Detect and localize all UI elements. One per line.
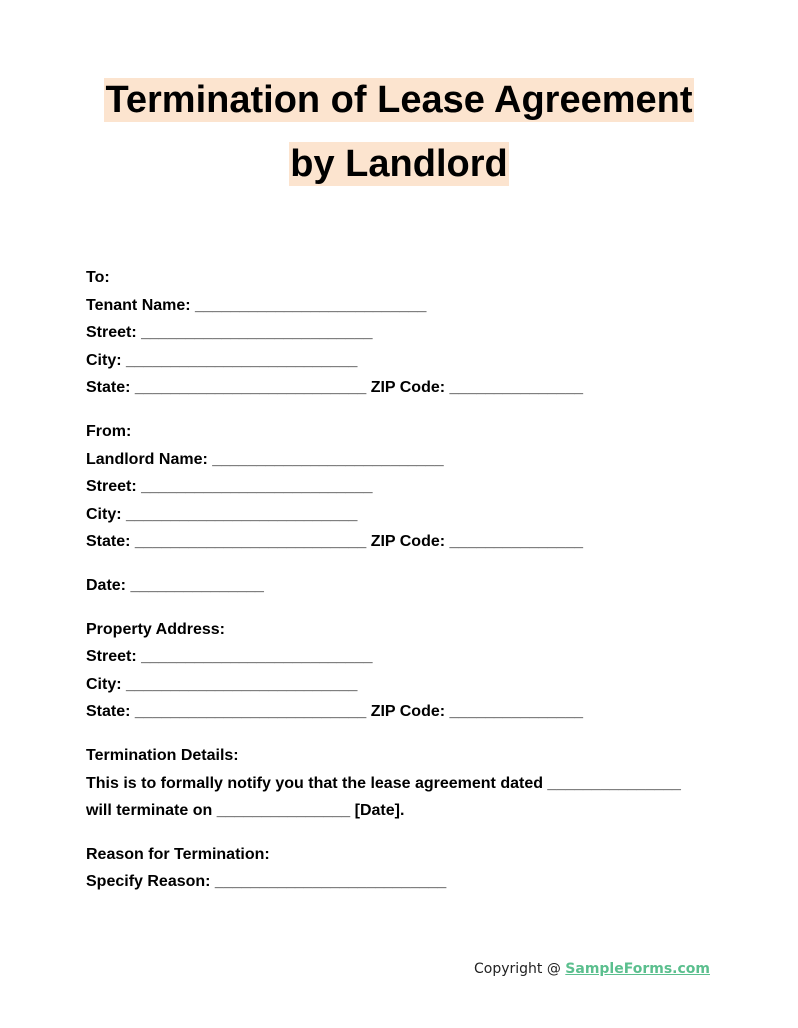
from-state-zip-field[interactable]: State: __________________________ ZIP Code: _______________ [86,533,583,551]
from-street-field[interactable]: Street: __________________________ [86,478,373,496]
property-street-field[interactable]: Street: __________________________ [86,648,373,666]
property-heading: Property Address: [86,620,225,638]
date-field[interactable]: Date: _______________ [86,576,264,594]
property-state-zip-field[interactable]: State: __________________________ ZIP Code: _______________ [86,703,583,721]
form-body [86,264,726,896]
landlord-name-field[interactable]: Landlord Name: __________________________ [86,450,444,468]
property-city-field[interactable]: City: __________________________ [86,675,358,693]
sampleforms-link[interactable]: SampleForms.com [565,961,710,977]
title-line-2: by Landlord [290,143,508,185]
termination-details-line-2[interactable]: will terminate on _______________ [Date]. [86,802,405,820]
tenant-name-field[interactable]: Tenant Name: __________________________ [86,296,427,314]
from-heading: From: [86,422,132,440]
from-city-field[interactable]: City: __________________________ [86,505,358,523]
to-city-field[interactable]: City: __________________________ [86,351,358,369]
copyright-footer [474,961,710,977]
copyright-prefix: Copyright @ [473,961,566,977]
to-heading: To: [86,269,110,286]
termination-details-line-1[interactable]: This is to formally notify you that the lease agreement dated _______________ [86,774,681,792]
to-state-zip-field[interactable]: State: __________________________ ZIP Code: _______________ [86,379,583,397]
specify-reason-field[interactable]: Specify Reason: __________________________ [86,873,447,891]
title-line-1: Termination of Lease Agreement [105,79,693,121]
to-street-field[interactable]: Street: __________________________ [86,324,373,342]
document-title [0,78,798,186]
termination-details-heading: Termination Details: [86,746,239,764]
reason-heading: Reason for Termination: [86,845,270,863]
